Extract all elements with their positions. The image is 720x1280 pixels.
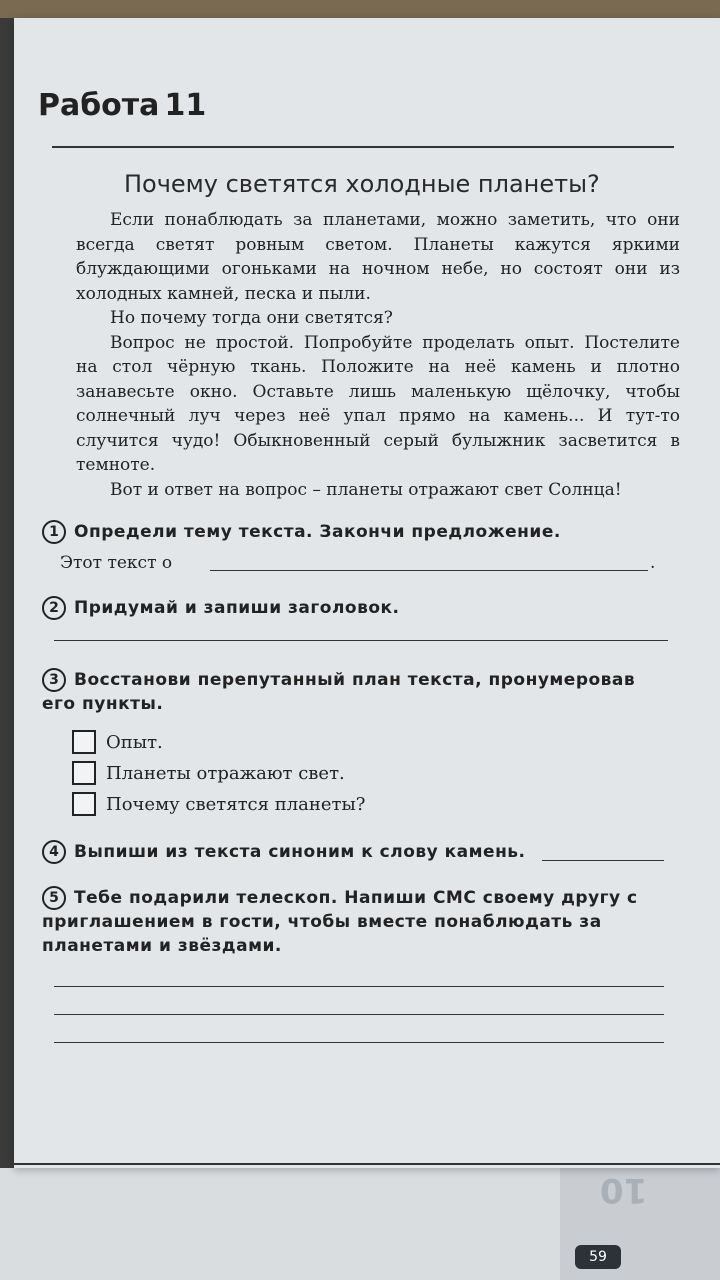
answer-line-5b[interactable]: [54, 1014, 664, 1015]
question-2: [42, 596, 682, 620]
paragraph: Если понаблюдать за планетами, можно заметить, что они всегда светят ровным светом. Планеты кажутся яркими блуждающими огоньками на ночном небе, но состоят они из холодных камней, песка и пыли.: [76, 210, 680, 304]
prompt-end: .: [650, 553, 656, 573]
paragraph: Но почему тогда они светятся?: [110, 308, 393, 328]
question-number: 1: [42, 520, 66, 544]
plan-item-text: Почему светятся планеты?: [106, 793, 366, 815]
worksheet-page: [14, 18, 720, 1168]
question-number: 3: [42, 668, 66, 692]
text-heading: Почему светятся холодные планеты?: [124, 170, 600, 198]
work-title: [38, 88, 668, 123]
answer-line-1[interactable]: [210, 570, 648, 571]
plan-item-text: Опыт.: [106, 731, 163, 753]
question-number: 2: [42, 596, 66, 620]
work-number: 11: [164, 88, 207, 123]
paragraph: Вопрос не простой. Попробуйте проделать опыт. Постелите на стол чёрную ткань. Положите на неё камень и плотно занавесьте окно. Оставьте лишь маленькую щёлочку, чтобы солнечный луч через неё упал прямо на камень... И тут-то случится чудо! Обыкновенный серый булыжник засветится в темноте.: [76, 332, 680, 475]
plan-item: [72, 761, 345, 785]
number-box[interactable]: [72, 761, 96, 785]
number-box[interactable]: [72, 730, 96, 754]
question-text: Выпиши из текста синоним к слову камень.: [74, 842, 526, 862]
answer-line-5c[interactable]: [54, 1042, 664, 1043]
page-number: 59: [575, 1245, 621, 1269]
corner-number: 10: [600, 1170, 648, 1210]
answer-line-2[interactable]: [54, 640, 668, 641]
question-number: 5: [42, 886, 66, 910]
number-box[interactable]: [72, 792, 96, 816]
reading-text: [76, 208, 680, 502]
title-rule: [52, 146, 674, 148]
question-4: [42, 840, 562, 864]
question-text: Восстанови перепутанный план текста, пронумеровав его пункты.: [42, 670, 636, 714]
plan-item: [72, 792, 365, 816]
book-spine: [0, 18, 14, 1168]
question-3: [42, 668, 672, 716]
prompt-text: Этот текст о: [60, 553, 173, 573]
work-label: Работа: [38, 88, 160, 123]
plan-item-text: Планеты отражают свет.: [106, 762, 345, 784]
page-bottom-rule: [14, 1163, 720, 1165]
question-1: [42, 520, 682, 544]
answer-line-5a[interactable]: [54, 986, 664, 987]
question-text: Тебе подарили телескоп. Напиши СМС своему другу с приглашением в гости, чтобы вместе понаблюдать за планетами и звёздами.: [42, 888, 638, 956]
question-number: 4: [42, 840, 66, 864]
paragraph: Вот и ответ на вопрос – планеты отражают свет Солнца!: [110, 479, 622, 500]
question-text: Придумай и запиши заголовок.: [74, 598, 400, 618]
question-text: Определи тему текста. Закончи предложение.: [74, 522, 561, 542]
plan-item: [72, 730, 163, 754]
answer-prompt: [60, 551, 700, 575]
question-5: [42, 886, 672, 958]
answer-line-4[interactable]: [542, 860, 664, 861]
